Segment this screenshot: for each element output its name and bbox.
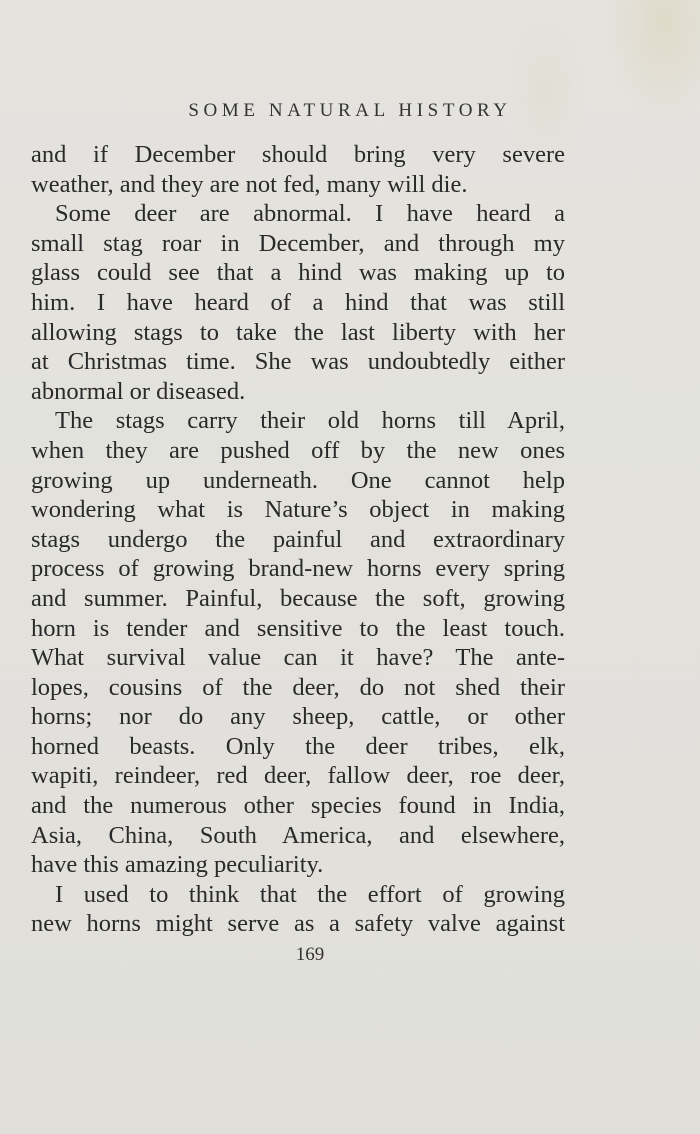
text-line: when they are pushed off by the new ones bbox=[31, 436, 565, 464]
text-line: and the numerous other species found in India, bbox=[31, 792, 565, 820]
text-line: small stag roar in December, and through my bbox=[31, 229, 565, 257]
text-line: him. I have heard of a hind that was still bbox=[31, 288, 565, 316]
text-line: at Christmas time. She was undoubtedly either bbox=[31, 348, 565, 376]
text-line: process of growing brand-new horns every spring bbox=[31, 555, 565, 583]
body-text bbox=[31, 140, 565, 939]
text-line: wondering what is Nature’s object in making bbox=[31, 496, 565, 524]
text-line: The stags carry their old horns till April, bbox=[55, 407, 565, 435]
text-line: weather, and they are not fed, many will die. bbox=[31, 170, 468, 198]
text-line: stags undergo the painful and extraordinary bbox=[31, 525, 565, 553]
text-line: Some deer are abnormal. I have heard a bbox=[55, 200, 565, 228]
text-line: have this amazing peculiarity. bbox=[31, 851, 324, 879]
text-line: allowing stags to take the last liberty with her bbox=[31, 318, 565, 346]
text-line: new horns might serve as a safety valve against bbox=[31, 910, 565, 938]
text-line: glass could see that a hind was making up to bbox=[31, 259, 565, 287]
text-line: horned beasts. Only the deer tribes, elk, bbox=[31, 732, 565, 760]
text-line: and summer. Painful, because the soft, growing bbox=[31, 584, 565, 612]
text-line: I used to think that the effort of growing bbox=[55, 880, 565, 908]
text-line: horn is tender and sensitive to the least touch. bbox=[31, 614, 565, 642]
page-number: 169 bbox=[295, 944, 325, 965]
text-line: Asia, China, South America, and elsewhere, bbox=[31, 821, 565, 849]
text-line: lopes, cousins of the deer, do not shed their bbox=[31, 673, 565, 701]
text-line: abnormal or diseased. bbox=[31, 377, 246, 405]
text-line: wapiti, reindeer, red deer, fallow deer, roe deer, bbox=[31, 762, 565, 790]
text-line: horns; nor do any sheep, cattle, or other bbox=[31, 703, 565, 731]
running-head: SOME NATURAL HISTORY bbox=[188, 100, 512, 121]
text-line: What survival value can it have? The ante- bbox=[31, 644, 565, 672]
text-line: growing up underneath. One cannot help bbox=[31, 466, 565, 494]
text-line: and if December should bring very severe bbox=[31, 141, 565, 168]
